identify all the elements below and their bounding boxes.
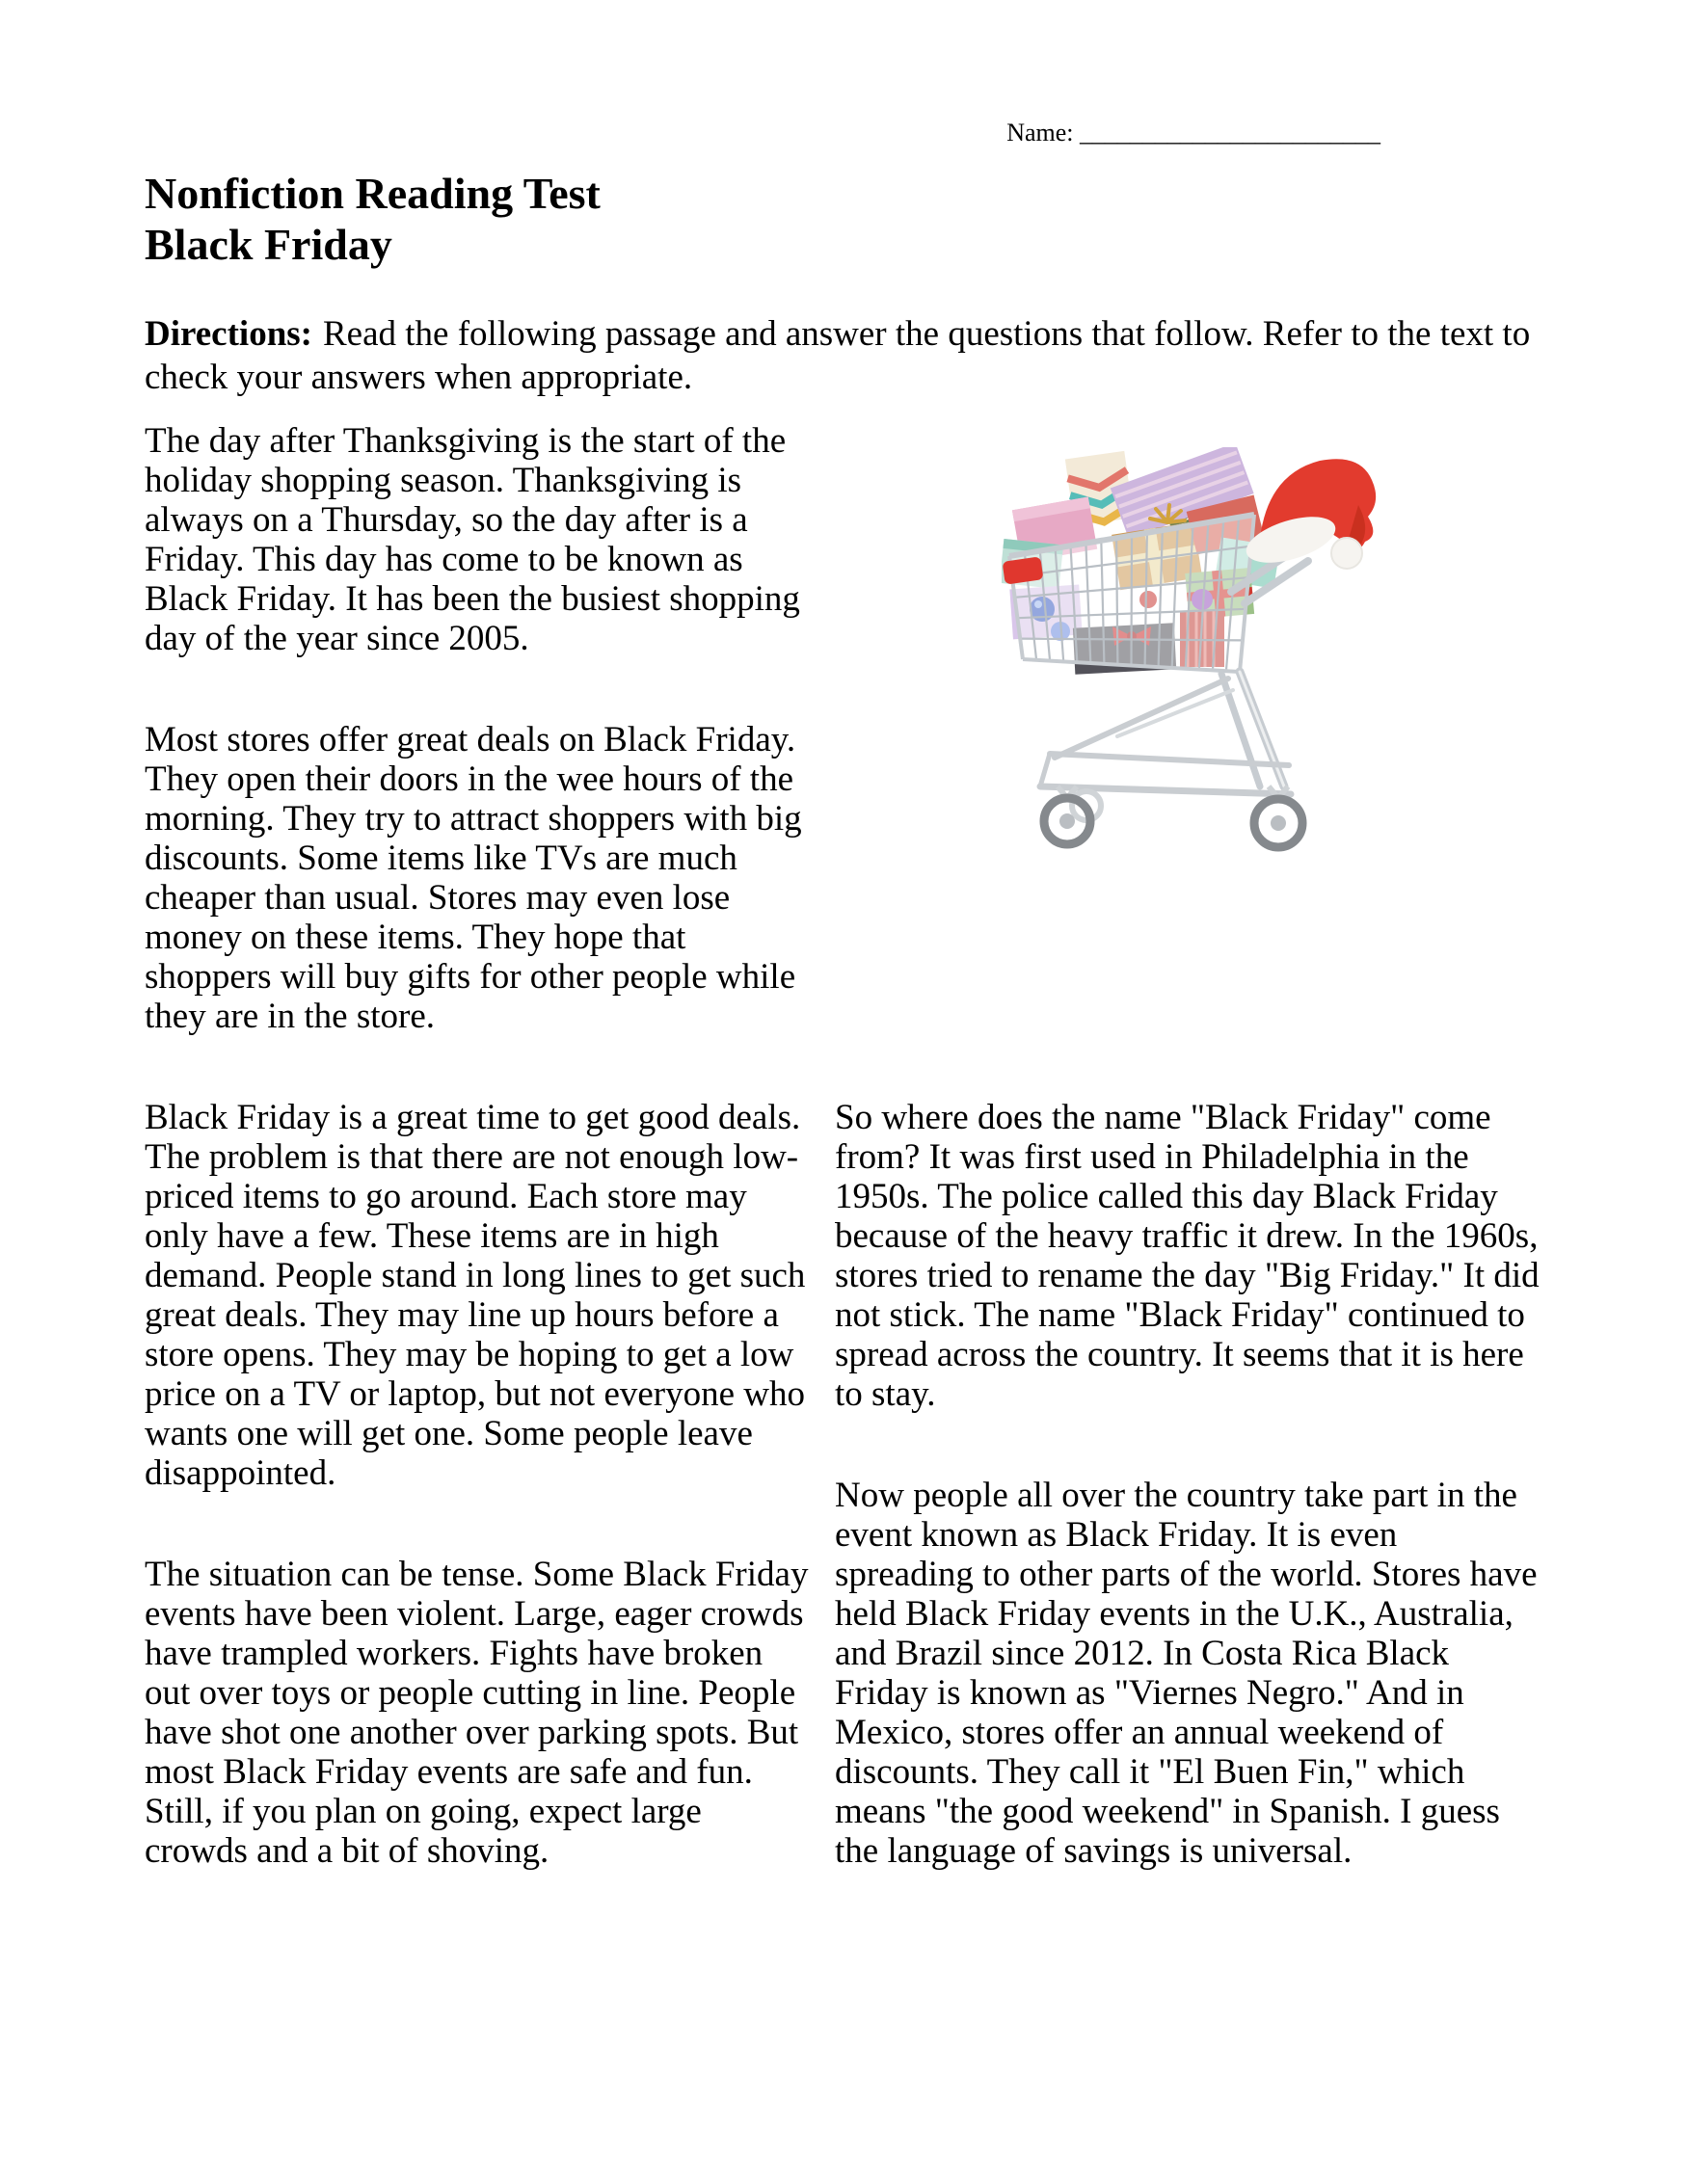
directions-text: Read the following passage and answer the questions that follow. Refer to the text to check your answers when appropriate. (145, 314, 1531, 398)
name-label: Name: (1006, 119, 1074, 146)
passage-paragraph-2: Most stores offer great deals on Black Friday. They open their doors in the wee hours of the morning. They try to attract shoppers with big discounts. Some items like TVs are much cheaper than usual. Stores may even lose money on these items. They hope that shoppers will buy gifts for other people while they are in the store. (145, 720, 802, 1037)
passage-right-column (835, 421, 1543, 1932)
page-title-line1: Nonfiction Reading Test (145, 168, 601, 218)
name-blank-line[interactable]: ________________________ (1080, 119, 1380, 146)
page-title-line2: Black Friday (145, 220, 392, 270)
cart-frame (1040, 672, 1291, 794)
santa-hat-icon (1241, 460, 1376, 573)
shopping-cart-gifts-illustration (1002, 447, 1382, 855)
passage-columns (145, 421, 1543, 1932)
page-title (145, 168, 1543, 272)
passage-left-column (145, 421, 810, 1932)
name-row (145, 120, 1543, 147)
santa-hat-pom (1331, 538, 1362, 569)
passage-paragraph-6: Now people all over the country take part in the event known as Black Friday. It is even spreading to other parts of the world. Stores have held Black Friday events in the U.K., Australia, and Brazil since 2012. In Costa Rica Black Friday is known as "Viernes Negro." And in Mexico, stores offer an annual weekend of discounts. They call it "El Buen Fin," which means "the good weekend" in Spanish. I guess the language of savings is universal. (835, 1476, 1538, 1872)
passage-paragraph-5: So where does the name "Black Friday" come from? It was first used in Philadelphia in the 1950s. The police called this day Black Friday because of the heavy traffic it drew. In the 1960s, stores tried to rename the day "Big Friday." It did not stick. The name "Black Friday" continued to spread across the country. It seems that it is here to stay. (835, 1098, 1540, 1415)
front-left-wheel (1044, 786, 1090, 844)
shopping-cart-gifts-svg (1002, 447, 1382, 855)
directions-label: Directions: (145, 314, 312, 355)
directions (145, 312, 1543, 399)
passage-paragraph-4: The situation can be tense. Some Black Friday events have been violent. Large, eager crowds have trampled workers. Fights have broken out over toys or people cutting in line. People have shot one another over parking spots. But most Black Friday events are safe and fun. Still, if you plan on going, expect large crowds and a bit of shoving. (145, 1555, 809, 1872)
passage-paragraph-3: Black Friday is a great time to get good deals. The problem is that there are not enough low-priced items to go around. Each store may only have a few. These items are in high demand. People stand in long lines to get such great deals. They may line up hours before a store opens. They may be hoping to get a low price on a TV or laptop, but not everyone who wants one will get one. Some people leave disappointed. (145, 1098, 806, 1494)
passage-paragraph-1: The day after Thanksgiving is the start of the holiday shopping season. Thanksgiving is always on a Thursday, so the day after is a Friday. This day has come to be known as Black Friday. It has been the busiest shopping day of the year since 2005. (145, 421, 800, 659)
